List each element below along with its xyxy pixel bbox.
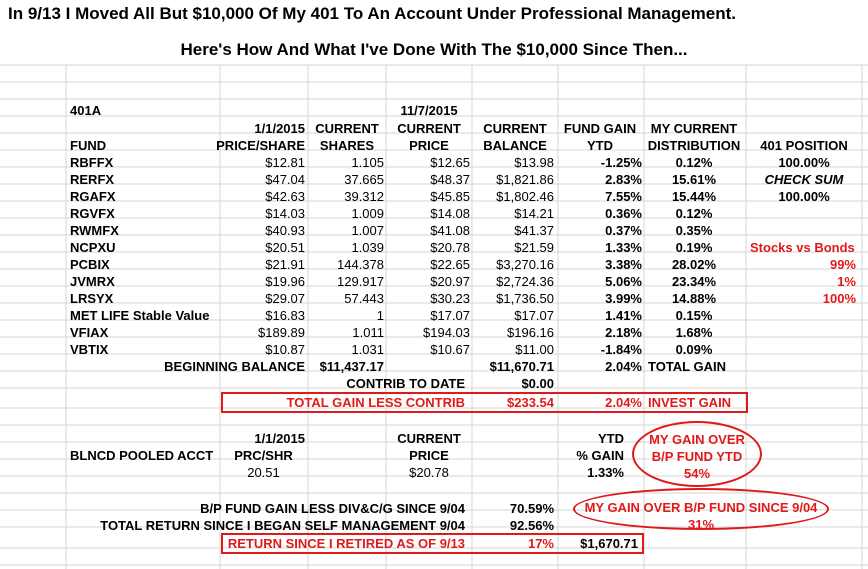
col-header-balance-1: CURRENT xyxy=(483,121,547,136)
fund-cell-start: $47.04 xyxy=(265,172,305,187)
pooled-header-prc: PRC/SHR xyxy=(234,448,293,463)
total-return-value: 92.56% xyxy=(509,518,554,533)
fund-cell-balance: $11.00 xyxy=(515,342,554,357)
pooled-header-gain: % GAIN xyxy=(576,448,624,463)
fund-cell-dist: 0.19% xyxy=(675,240,713,255)
beginning-balance-label: BEGINNING BALANCE xyxy=(164,359,305,374)
fund-cell-shares: 37.665 xyxy=(344,172,384,187)
fund-cell-fund: RGAFX xyxy=(70,189,116,204)
fund-cell-gain: -1.84% xyxy=(600,342,642,357)
pooled-header-date: 1/1/2015 xyxy=(254,431,305,446)
fund-cell-dist: 0.12% xyxy=(675,206,713,221)
fund-cell-balance: $1,802.46 xyxy=(496,189,554,204)
check-sum-label: CHECK SUM xyxy=(764,172,844,187)
title-line-1: In 9/13 I Moved All But $10,000 Of My 401 To An Account Under Professional Management. xyxy=(8,4,737,23)
retired-pct: 17% xyxy=(527,536,554,551)
col-header-shares-1: CURRENT xyxy=(315,121,379,136)
fund-cell-balance: $196.16 xyxy=(507,325,554,340)
stocks-pct: 99% xyxy=(829,257,856,272)
retired-label: RETURN SINCE I RETIRED AS OF 9/13 xyxy=(227,536,465,551)
bonds-pct: 1% xyxy=(837,274,856,289)
col-header-price-2: PRICE xyxy=(409,138,449,153)
fund-cell-fund: RWMFX xyxy=(70,223,119,238)
pooled-header-current: CURRENT xyxy=(397,431,461,446)
fund-cell-price: $22.65 xyxy=(430,257,470,272)
fund-cell-start: $21.91 xyxy=(265,257,305,272)
fund-cell-price: $20.97 xyxy=(430,274,470,289)
fund-cell-price: $10.67 xyxy=(430,342,470,357)
fund-cell-gain: 2.18% xyxy=(605,325,642,340)
current-total-value: $11,670.71 xyxy=(489,359,554,374)
retired-value: $1,670.71 xyxy=(580,536,638,551)
fund-cell-gain: 2.83% xyxy=(605,172,642,187)
fund-cell-start: $16.83 xyxy=(265,308,305,323)
pooled-account-label: BLNCD POOLED ACCT xyxy=(70,448,214,463)
fund-cell-fund: VFIAX xyxy=(70,325,109,340)
fund-cell-shares: 1.031 xyxy=(351,342,384,357)
section-label: 401A xyxy=(70,103,102,118)
gain-over-label: MY GAIN OVER B/P FUND SINCE 9/04 xyxy=(584,500,818,515)
fund-cell-fund: RBFFX xyxy=(70,155,114,170)
fund-cell-gain: 1.33% xyxy=(605,240,642,255)
fund-cell-price: $41.08 xyxy=(430,223,470,238)
col-header-price-1: CURRENT xyxy=(397,121,461,136)
bp-gain-label: B/P FUND GAIN LESS DIV&C/G SINCE 9/04 xyxy=(200,501,465,516)
fund-cell-balance: $14.21 xyxy=(514,206,554,221)
fund-cell-shares: 1.007 xyxy=(351,223,384,238)
gain-over-value: 31% xyxy=(687,517,715,532)
fund-cell-start: $189.89 xyxy=(258,325,305,340)
fund-cell-shares: 39.312 xyxy=(344,189,384,204)
total-gain-label: TOTAL GAIN xyxy=(648,359,726,374)
fund-cell-fund: PCBIX xyxy=(70,257,110,272)
fund-cell-gain: 3.99% xyxy=(605,291,642,306)
fund-cell-gain: 5.06% xyxy=(605,274,642,289)
fund-cell-gain: 1.41% xyxy=(605,308,642,323)
date-header: 11/7/2015 xyxy=(400,103,458,118)
my-gain-value: 54% xyxy=(683,466,711,481)
col-header-dist-2: DISTRIBUTION xyxy=(647,138,741,153)
total-return-label: TOTAL RETURN SINCE I BEGAN SELF MANAGEMENT 9/04 xyxy=(100,518,465,533)
fund-cell-fund: LRSYX xyxy=(70,291,114,306)
fund-cell-start: $29.07 xyxy=(265,291,305,306)
fund-cell-dist: 23.34% xyxy=(671,274,717,289)
fund-cell-shares: 1.009 xyxy=(351,206,384,221)
bp-gain-value: 70.59% xyxy=(509,501,554,516)
fund-cell-dist: 0.09% xyxy=(675,342,713,357)
fund-cell-start: $42.63 xyxy=(265,189,305,204)
invest-gain-label: INVEST GAIN xyxy=(648,395,732,410)
fund-cell-gain: 7.55% xyxy=(605,189,642,204)
pooled-header-price: PRICE xyxy=(409,448,449,463)
pooled-gain: 1.33% xyxy=(587,465,624,480)
col-header-gain-2: YTD xyxy=(587,138,613,153)
fund-cell-fund: MET LIFE Stable Value xyxy=(70,308,210,323)
pooled-start-price: 20.51 xyxy=(247,465,280,480)
fund-cell-dist: 28.02% xyxy=(671,257,717,272)
fund-cell-gain: 3.38% xyxy=(605,257,642,272)
fund-cell-shares: 144.378 xyxy=(337,257,384,272)
fund-cell-balance: $13.98 xyxy=(514,155,554,170)
col-header-fund: FUND xyxy=(70,138,107,153)
fund-cell-balance: $1,736.50 xyxy=(496,291,554,306)
fund-cell-dist: 0.15% xyxy=(675,308,713,323)
col-header-gain-1: FUND GAIN xyxy=(563,121,637,136)
fund-cell-start: $12.81 xyxy=(265,155,305,170)
fund-cell-price: $14.08 xyxy=(430,206,470,221)
fund-cell-balance: $2,724.36 xyxy=(496,274,554,289)
fund-cell-dist: 1.68% xyxy=(675,325,713,340)
fund-cell-price: $20.78 xyxy=(430,240,470,255)
fund-cell-dist: 0.12% xyxy=(675,155,713,170)
fund-cell-balance: $41.37 xyxy=(514,223,554,238)
fund-cell-balance: $17.07 xyxy=(514,308,554,323)
fund-cell-shares: 1 xyxy=(376,308,384,323)
beginning-balance-value: $11,437.17 xyxy=(319,359,384,374)
my-gain-line-2: B/P FUND YTD xyxy=(651,449,743,464)
fund-cell-dist: 15.61% xyxy=(671,172,717,187)
position-value-1: 100.00% xyxy=(778,155,830,170)
fund-cell-price: $48.37 xyxy=(430,172,470,187)
col-header-start-price: PRICE/SHARE xyxy=(216,138,305,153)
fund-cell-dist: 14.88% xyxy=(671,291,717,306)
fund-cell-fund: RGVFX xyxy=(70,206,115,221)
fund-cell-shares: 57.443 xyxy=(344,291,384,306)
col-header-position: 401 POSITION xyxy=(760,138,848,153)
fund-cell-price: $30.23 xyxy=(430,291,470,306)
fund-cell-fund: RERFX xyxy=(70,172,115,187)
fund-cell-shares: 1.039 xyxy=(351,240,384,255)
col-header-balance-2: BALANCE xyxy=(483,138,547,153)
fund-cell-start: $40.93 xyxy=(265,223,305,238)
fund-cell-shares: 129.917 xyxy=(337,274,384,289)
fund-cell-shares: 1.011 xyxy=(352,325,384,340)
my-gain-line-1: MY GAIN OVER xyxy=(649,432,745,447)
fund-cell-fund: JVMRX xyxy=(70,274,115,289)
contrib-value: $0.00 xyxy=(521,376,554,391)
total-gain-pct: 2.04% xyxy=(605,359,642,374)
fund-cell-fund: VBTIX xyxy=(70,342,109,357)
fund-cell-price: $17.07 xyxy=(430,308,470,323)
fund-cell-balance: $3,270.16 xyxy=(496,257,554,272)
fund-cell-start: $14.03 xyxy=(265,206,305,221)
less-contrib-value: $233.54 xyxy=(507,395,554,410)
fund-cell-balance: $1,821.86 xyxy=(496,172,554,187)
fund-cell-gain: 0.37% xyxy=(605,223,642,238)
fund-cell-start: $20.51 xyxy=(265,240,305,255)
col-header-dist-1: MY CURRENT xyxy=(650,121,738,136)
fund-cell-start: $19.96 xyxy=(265,274,305,289)
invest-gain-pct: 2.04% xyxy=(605,395,642,410)
col-header-shares-2: SHARES xyxy=(319,138,375,153)
position-value-2: 100.00% xyxy=(778,189,830,204)
pooled-current-price: $20.78 xyxy=(409,465,449,480)
fund-cell-price: $12.65 xyxy=(430,155,470,170)
total-pct: 100% xyxy=(822,291,856,306)
title-line-2: Here's How And What I've Done With The $10,000 Since Then... xyxy=(180,40,688,59)
stocks-vs-bonds-label: Stocks vs Bonds xyxy=(750,240,855,255)
less-contrib-label: TOTAL GAIN LESS CONTRIB xyxy=(286,395,465,410)
contrib-label: CONTRIB TO DATE xyxy=(346,376,465,391)
fund-cell-dist: 0.35% xyxy=(675,223,713,238)
col-header-start-date: 1/1/2015 xyxy=(254,121,305,136)
fund-cell-price: $45.85 xyxy=(430,189,470,204)
fund-cell-balance: $21.59 xyxy=(514,240,554,255)
fund-cell-price: $194.03 xyxy=(423,325,470,340)
fund-cell-shares: 1.105 xyxy=(351,155,384,170)
fund-cell-start: $10.87 xyxy=(265,342,305,357)
fund-cell-gain: 0.36% xyxy=(605,206,642,221)
fund-cell-gain: -1.25% xyxy=(600,155,642,170)
pooled-header-ytd: YTD xyxy=(598,431,624,446)
fund-cell-fund: NCPXU xyxy=(70,240,116,255)
fund-cell-dist: 15.44% xyxy=(671,189,717,204)
